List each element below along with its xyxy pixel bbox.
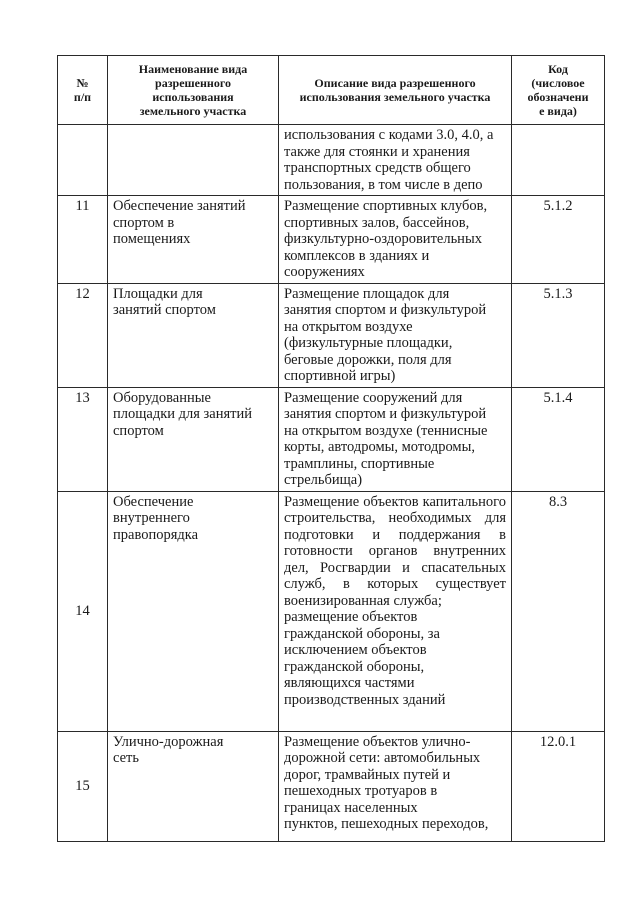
row-code: 5.1.3	[512, 283, 605, 387]
row-description: использования с кодами 3.0, 4.0, а также для стоянки и хранения транспортных средств общего пользования, в том числе в депо	[279, 125, 512, 196]
row-num: 12	[58, 283, 108, 387]
row-code: 5.1.4	[512, 387, 605, 491]
row-name: Обеспечение занятий спортом в помещениях	[108, 196, 279, 284]
table-row	[58, 196, 605, 284]
table-row	[58, 491, 605, 731]
row-description: Размещение спортивных клубов, спортивных залов, бассейнов, физкультурно-оздоровительных комплексов в зданиях и сооружениях	[279, 196, 512, 284]
row-name: Обеспечение внутреннего правопорядка	[108, 491, 279, 731]
table-row	[58, 731, 605, 841]
row-num: 15	[58, 731, 108, 841]
header-code: Код (числовое обозначени е вида)	[512, 56, 605, 125]
row-name: Улично-дорожная сеть	[108, 731, 279, 841]
row-num: 14	[58, 491, 108, 731]
table-row	[58, 283, 605, 387]
row-code	[512, 125, 605, 196]
row-name	[108, 125, 279, 196]
row-description: Размещение площадок для занятия спортом и физкультурой на открытом воздухе (физкультурные площадки, беговые дорожки, поля для спортивной игры)	[279, 283, 512, 387]
header-description: Описание вида разрешенного использования земельного участка	[279, 56, 512, 125]
land-use-table	[57, 55, 605, 842]
row-description: Размещение объектов капитального строительства, необходимых для подготовки и поддержания в готовности органов внутренних дел, Росгвардии и спасательных служб, в которых существует военизированная служба; размещение объектов гражданской обороны, за исключением объектов гражданской обороны, являющихся частями производственных зданий	[279, 491, 512, 731]
row-description: Размещение сооружений для занятия спортом и физкультурой на открытом воздухе (теннисные корты, автодромы, мотодромы, трамплины, спортивные стрельбища)	[279, 387, 512, 491]
row-num: 13	[58, 387, 108, 491]
row-code: 12.0.1	[512, 731, 605, 841]
table-row	[58, 125, 605, 196]
row-num	[58, 125, 108, 196]
row-num: 11	[58, 196, 108, 284]
table-row	[58, 387, 605, 491]
row-code: 5.1.2	[512, 196, 605, 284]
row-name: Площадки для занятий спортом	[108, 283, 279, 387]
row-code: 8.3	[512, 491, 605, 731]
row-description: Размещение объектов улично- дорожной сети: автомобильных дорог, трамвайных путей и пешеходных тротуаров в границах населенных пунктов, пешеходных переходов,	[279, 731, 512, 841]
header-name: Наименование вида разрешенного использования земельного участка	[108, 56, 279, 125]
table-header-row	[58, 56, 605, 125]
row-name: Оборудованные площадки для занятий спортом	[108, 387, 279, 491]
header-num: № п/п	[58, 56, 108, 125]
